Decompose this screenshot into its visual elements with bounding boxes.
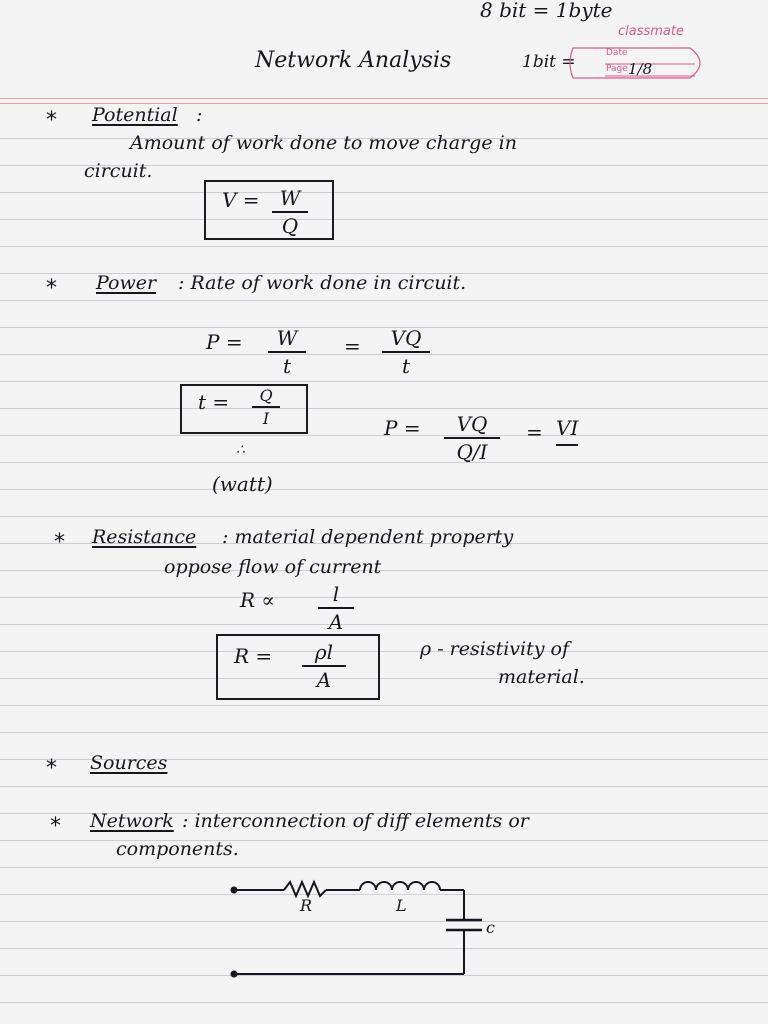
power-p2-eq: P =	[384, 416, 421, 440]
bullet-star: *	[46, 108, 57, 133]
power-p-eq: P =	[206, 330, 243, 354]
date-label: Date	[606, 48, 628, 58]
fraction-denominator: Q/I	[456, 440, 488, 464]
bullet-star: *	[50, 814, 61, 839]
therefore-symbol: ∴	[236, 442, 245, 458]
fraction-numerator: Q	[259, 386, 273, 405]
resistance-definition-cont: oppose flow of current	[164, 556, 382, 578]
fraction-denominator: Q	[281, 214, 299, 238]
potential-colon: :	[196, 104, 203, 126]
power-equals-2: =	[526, 420, 543, 444]
fraction-bar	[302, 665, 346, 667]
sources-heading: Sources	[90, 752, 168, 774]
fraction-denominator: I	[262, 409, 270, 428]
potential-heading: Potential	[92, 104, 178, 126]
fraction-bar	[252, 406, 280, 408]
resistance-heading: Resistance	[92, 526, 197, 548]
resistance-formula-lhs: R =	[234, 644, 273, 668]
fraction-bar	[444, 437, 500, 439]
time-formula-fraction	[252, 386, 280, 428]
potential-definition: Amount of work done to move charge in	[130, 132, 517, 154]
resistor-label: R	[300, 896, 313, 915]
fraction-bar	[268, 351, 306, 353]
resistivity-note-cont: material.	[498, 666, 585, 688]
fraction-numerator: W	[276, 326, 298, 350]
power-fraction-w-t	[268, 326, 306, 378]
page-title: Network Analysis	[255, 48, 452, 73]
title-note: 1bit =	[522, 52, 576, 72]
bullet-star: *	[54, 530, 65, 555]
fraction-numerator: VQ	[390, 326, 422, 350]
brand-logo: classmate	[618, 24, 684, 39]
power-definition: : Rate of work done in circuit.	[178, 272, 467, 294]
power-equals: =	[344, 334, 361, 358]
resistance-definition: : material dependent property	[222, 526, 514, 548]
resistivity-note: ρ - resistivity of	[420, 638, 569, 660]
fraction-bar	[272, 211, 308, 213]
potential-definition-cont: circuit.	[84, 160, 153, 182]
time-formula-lhs: t =	[198, 390, 230, 414]
resistance-formula-fraction	[302, 640, 346, 692]
header-margin-line	[0, 98, 768, 99]
power-unit: (watt)	[212, 472, 273, 496]
fraction-bar	[318, 607, 354, 609]
bullet-star: *	[46, 276, 57, 301]
power-result: VI	[556, 416, 578, 446]
inductor-label: L	[396, 896, 407, 915]
fraction-numerator: W	[279, 186, 301, 210]
potential-formula-lhs: V =	[222, 188, 260, 212]
rlc-circuit-diagram	[220, 870, 520, 990]
network-definition: : interconnection of diff elements or	[182, 810, 529, 832]
power-heading: Power	[96, 272, 157, 294]
fraction-denominator: t	[282, 354, 292, 378]
fraction-denominator: A	[316, 668, 332, 692]
fraction-denominator: A	[328, 610, 344, 634]
fraction-numerator: l	[332, 582, 340, 606]
top-note: 8 bit = 1byte	[480, 0, 613, 22]
title-note-fraction: 1/8	[628, 60, 653, 78]
potential-formula-fraction	[272, 186, 308, 238]
bullet-star: *	[46, 756, 57, 781]
fraction-numerator: ρl	[314, 640, 334, 664]
network-definition-cont: components.	[116, 838, 239, 860]
resistance-proportion-lhs: R ∝	[240, 588, 275, 612]
power-fraction-vq-t	[382, 326, 430, 378]
power-fraction-vq-qi	[444, 412, 500, 464]
fraction-bar	[382, 351, 430, 353]
fraction-numerator: VQ	[456, 412, 488, 436]
capacitor-label: c	[486, 918, 495, 937]
network-heading: Network	[90, 810, 174, 832]
fraction-denominator: t	[401, 354, 411, 378]
resistance-proportion-fraction	[318, 582, 354, 634]
page-label: Page	[606, 64, 628, 74]
